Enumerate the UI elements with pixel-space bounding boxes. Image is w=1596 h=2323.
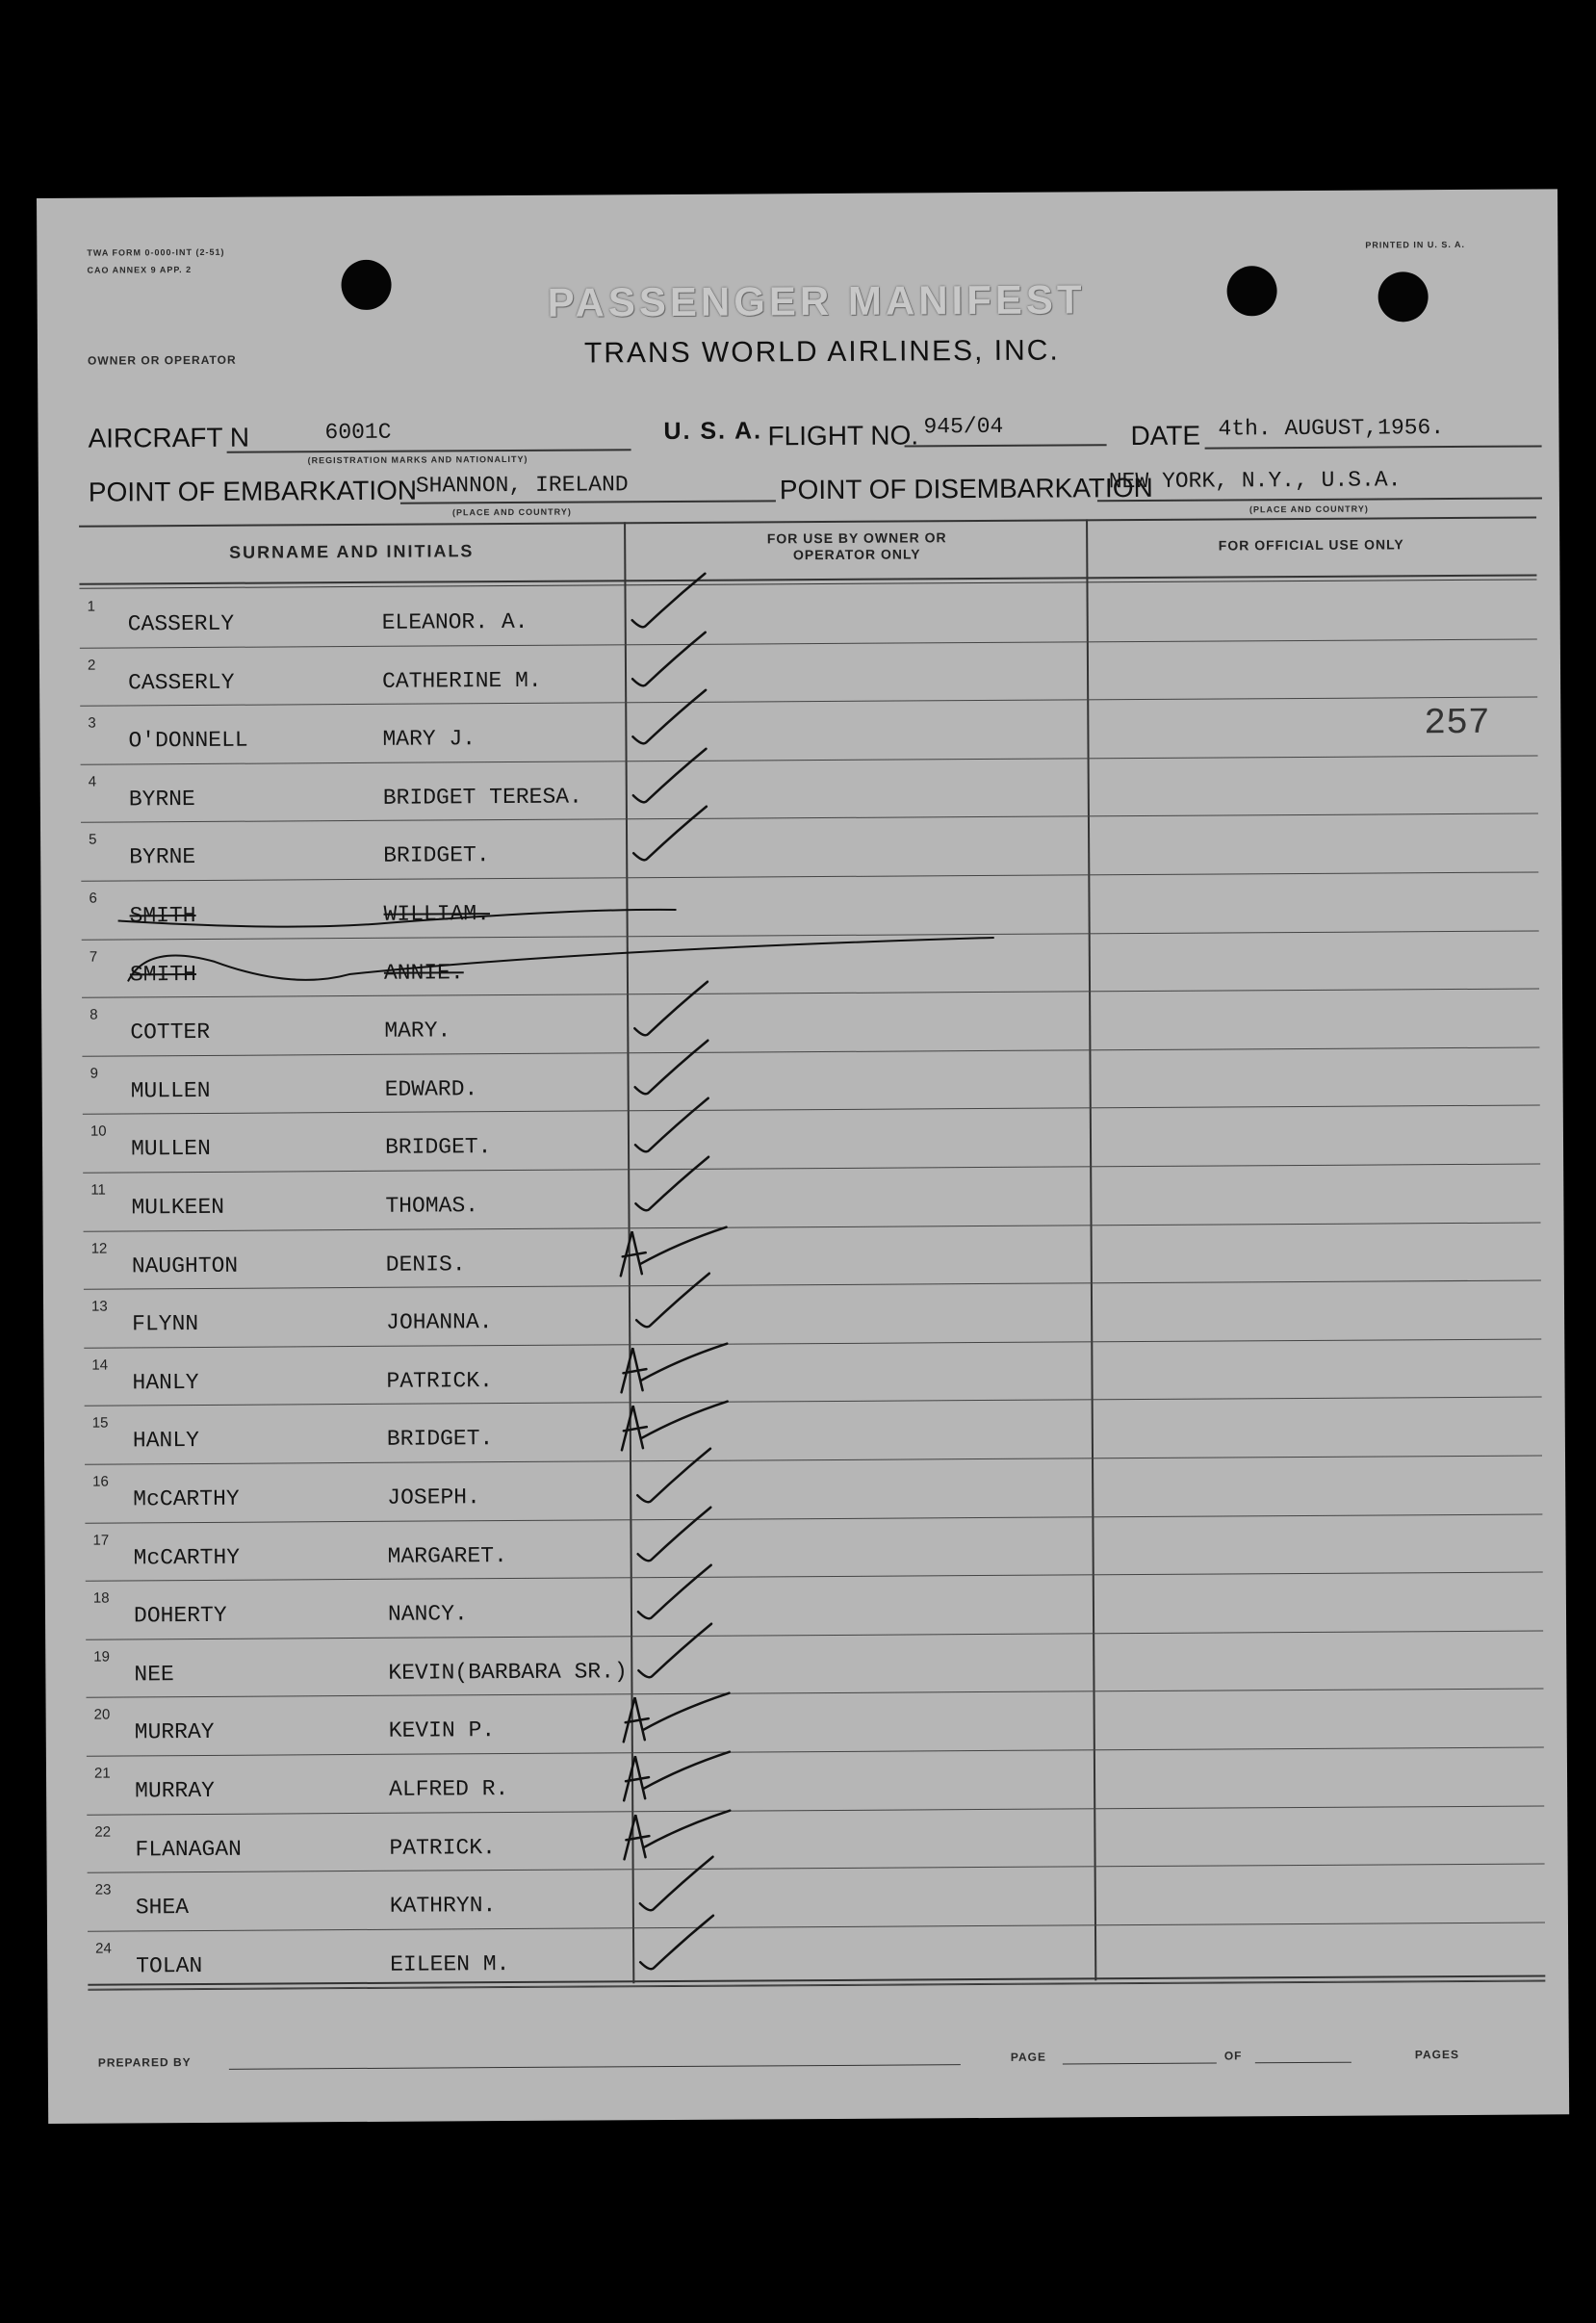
passenger-given-name: WILLIAM. [383,901,491,927]
page-label: PAGE [1010,2050,1046,2064]
flight-value: 945/04 [923,413,1004,440]
passenger-surname: CASSERLY [127,610,235,637]
row-number: 24 [95,1940,112,1957]
passenger-surname: SMITH [129,961,197,988]
passenger-given-name: MARY J. [382,726,476,753]
row-number: 17 [92,1532,110,1549]
row-number: 9 [90,1065,98,1082]
row-number: 20 [93,1706,111,1724]
table-row [44,1515,1565,1583]
row-number: 22 [94,1823,112,1841]
manifest-sheet [37,189,1569,2124]
checkmark-icon [586,1907,798,1985]
row-number: 10 [90,1123,107,1141]
table-row [41,932,1562,999]
passenger-given-name: EILEEN M. [390,1950,510,1977]
passenger-given-name: KEVIN(BARBARA SR.) [388,1659,628,1686]
table-row [44,1457,1565,1524]
passenger-surname: MURRAY [134,1719,215,1745]
passenger-surname: FLANAGAN [135,1836,242,1862]
passenger-given-name: BRIDGET. [383,842,490,869]
passenger-surname: McCARTHY [133,1485,240,1512]
form-id: TWA FORM 0-000-INT (2-51) [87,246,225,258]
table-row [44,1399,1565,1466]
table-row [41,1048,1562,1116]
row-number: 23 [94,1881,112,1898]
passenger-given-name: MARGARET. [387,1542,507,1569]
passenger-given-name: KATHRYN. [389,1893,497,1919]
embarkation-value: SHANNON, IRELAND [415,472,629,499]
passenger-surname: CASSERLY [127,669,235,696]
table-row [43,1282,1564,1350]
passenger-given-name: ALFRED R. [389,1776,509,1802]
row-number: 21 [93,1765,111,1782]
passenger-surname: McCARTHY [133,1544,241,1571]
passenger-surname: NAUGHTON [131,1252,239,1279]
row-number: 6 [89,890,97,907]
row-number: 3 [88,714,96,732]
passenger-given-name: PATRICK. [386,1367,494,1394]
passenger-given-name: BRIDGET TERESA. [382,784,582,811]
table-row [42,1165,1563,1232]
row-number: 5 [89,832,97,849]
cao-annex: CAO ANNEX 9 APP. 2 [87,265,193,275]
aircraft-value: 6001C [324,419,392,446]
passenger-given-name: ANNIE. [383,959,464,986]
passenger-given-name: NANCY. [387,1601,468,1627]
airline-name: TRANS WORLD AIRLINES, INC. [583,334,1060,370]
punch-hole-icon [341,260,391,310]
passenger-surname: BYRNE [129,844,196,870]
pages-label: PAGES [1414,2048,1459,2062]
disembarkation-label: POINT OF DISEMBARKATION [779,472,1153,505]
punch-hole-icon [1377,271,1428,322]
embarkation-label: POINT OF EMBARKATION [88,475,418,507]
prepared-by-label: PREPARED BY [97,2055,192,2070]
date-label: DATE [1130,420,1201,452]
passenger-given-name: THOMAS. [385,1193,479,1219]
table-row [39,581,1559,649]
table-row [46,1691,1567,1758]
table-row [40,815,1561,883]
place-note-embark: (PLACE AND COUNTRY) [451,506,572,518]
passenger-given-name: KEVIN P. [388,1717,496,1744]
row-number: 7 [89,948,98,966]
passenger-surname: TOLAN [136,1952,203,1979]
passenger-surname: MULLEN [130,1077,211,1104]
row-number: 15 [91,1414,109,1433]
passenger-surname: MULKEEN [131,1194,225,1221]
row-number: 16 [92,1473,109,1490]
registration-note: (REGISTRATION MARKS AND NATIONALITY) [307,453,528,466]
passenger-surname: MURRAY [135,1777,216,1804]
table-row [40,757,1561,824]
passenger-surname: NEE [134,1661,174,1688]
table-row [39,640,1560,708]
passenger-surname: O'DONNELL [128,727,248,754]
table-row [45,1574,1566,1641]
passenger-given-name: MARY. [384,1018,451,1044]
aircraft-label: AIRCRAFT N [88,422,250,453]
table-row [39,699,1560,766]
printed-in: PRINTED IN U. S. A. [1365,239,1466,250]
row-number: 19 [93,1648,110,1665]
column-header-official-use: FOR OFFICIAL USE ONLY [1218,536,1404,554]
table-row [46,1748,1567,1816]
table-row [47,1866,1568,1933]
passenger-surname: DOHERTY [133,1603,227,1629]
place-note-disembark: (PLACE AND COUNTRY) [1248,503,1369,515]
table-row [43,1224,1564,1291]
column-header-surname: SURNAME AND INITIALS [229,541,475,562]
passenger-given-name: CATHERINE M. [381,667,542,694]
table-row [42,1107,1563,1174]
table-row [46,1807,1567,1874]
row-number: 13 [90,1298,108,1315]
row-number: 14 [91,1356,109,1374]
row-number: 8 [90,1006,98,1023]
passenger-surname: BYRNE [128,786,195,813]
column-header-owner-use: FOR USE BY OWNER OR OPERATOR ONLY [766,529,947,563]
row-number: 4 [88,773,97,790]
row-number: 1 [87,598,95,615]
passenger-surname: SHEA [135,1895,190,1921]
table-row [40,873,1561,941]
row-number: 2 [87,657,96,674]
table-row [41,991,1562,1058]
of-label: OF [1223,2049,1243,2063]
passenger-surname: FLYNN [132,1311,199,1337]
usa-label: U. S. A. [663,417,763,446]
passenger-surname: MULLEN [130,1136,211,1162]
passenger-surname: SMITH [129,903,196,929]
passenger-given-name: BRIDGET. [384,1134,492,1161]
passenger-given-name: DENIS. [385,1251,466,1278]
official-use-number: 257 [1424,702,1490,745]
page-title: PASSENGER MANIFEST [547,276,1086,325]
passenger-surname: HANLY [132,1369,199,1396]
flight-label: FLIGHT NO. [767,420,919,452]
passenger-given-name: BRIDGET. [386,1426,494,1453]
passenger-surname: HANLY [132,1428,199,1454]
table-row [43,1340,1564,1407]
punch-hole-icon [1226,266,1276,316]
row-number: 18 [92,1589,110,1607]
passenger-given-name: PATRICK. [389,1834,496,1861]
date-value: 4th. AUGUST,1956. [1218,415,1445,442]
passenger-surname: COTTER [130,1020,211,1045]
disembarkation-value: NEW YORK, N.Y., U.S.A. [1108,467,1402,495]
passenger-given-name: EDWARD. [384,1076,478,1102]
owner-label: OWNER OR OPERATOR [87,352,237,368]
row-number: 11 [90,1181,106,1199]
passenger-given-name: ELEANOR. A. [381,608,528,635]
row-number: 12 [90,1240,108,1257]
passenger-given-name: JOHANNA. [386,1309,493,1335]
table-row [45,1632,1566,1699]
table-row [47,1923,1568,1991]
passenger-given-name: JOSEPH. [387,1484,480,1510]
